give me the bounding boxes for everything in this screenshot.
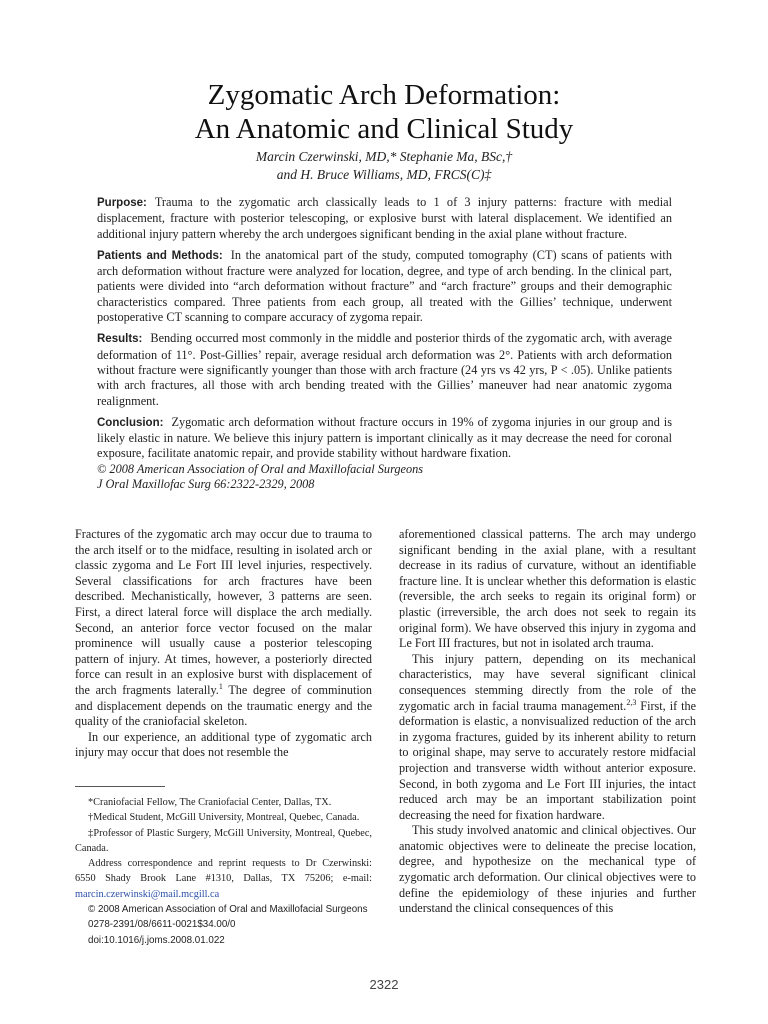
left-column [75,527,372,761]
body-paragraph: This study involved anatomic and clinical objectives. Our anatomic objectives were to delineate the precise location, degree, and hypothesize on the mechanical type of zygomatic arch deformation. Our clinical objectives were to define the epidemiology of these injuries and further understand the clinical consequences of this [399,823,696,916]
abstract [97,195,672,492]
body-paragraph [399,652,696,824]
footnote-copyright: © 2008 American Association of Oral and Maxillofacial Surgeons [88,904,368,916]
abstract-purpose [97,195,672,242]
authors-line-1: Marcin Czerwinski, MD,* Stephanie Ma, BSc,† [255,149,513,164]
footnote-affiliation-2: †Medical Student, McGill University, Montreal, Quebec, Canada. [88,812,360,824]
body-text: First, if the deformation is elastic, a nonvisualized reduction of the arch in zygoma fractures, guided by its inherent ability to return to original shape, may serve to accurately restore midfacial projection and transverse width without anterior exposure. Second, in both zygoma and Le Fort III injuries, the intact reduced arch may be an important stabilization point decreasing the need for fixation hardware. [399,698,697,822]
abstract-results [97,331,672,408]
paper-title-line-2: An Anatomic and Clinical Study [194,113,574,145]
abstract-methods [97,248,672,325]
footnote-issn: 0278-2391/08/6611-0021$34.00/0 [88,919,236,931]
purpose-text: Trauma to the zygomatic arch classically leads to 1 of 3 injury patterns: fracture with medial displacement, fracture with posterior telescoping, or explosive burst with lateral displacement. We identified an additional injury pattern whereby the arch undergoes significant bending in the axial plane without fracture. [97,195,672,241]
abstract-conclusion [97,415,672,462]
paper-title-line-1: Zygomatic Arch Deformation: [207,79,561,111]
authors-line-2: and H. Bruce Williams, MD, FRCS(C)‡ [276,167,492,182]
results-text: Bending occurred most commonly in the middle and posterior thirds of the zygomatic arch, with average deformation of 11°. Post-Gillies’ repair, average residual arch deformation was 2°. Patients with arch deformation without fracture were significantly younger than those with arch fracture (24 yrs vs 42 yrs, P < .05). Unlike patients with arch fractures, all those with arch bending treated with the Gillies’ maneuver had near anatomic zygoma realignment. [97,331,672,408]
methods-text: In the anatomical part of the study, computed tomography (CT) scans of patients with arch deformation without fracture were analyzed for location, degree, and type of arch bending. In the clinical part, patients were divided into “arch deformation without fracture” and “arch fracture” groups and their demographic characteristics compared. Three patients from each group, all treated with the Gillies’ technique, underwent postoperative CT scanning to compare accuracy of zygoma repair. [97,247,672,325]
footnote-doi: doi:10.1016/j.joms.2008.01.022 [88,934,225,946]
body-text: This injury pattern, depending on its mechanical characteristics, may have several significant clinical consequences stemming directly from the role of the zygomatic arch in facial trauma management. [399,651,696,713]
page-number: 2322 [369,977,399,992]
footnote-affiliation-1: *Craniofacial Fellow, The Craniofacial Center, Dallas, TX. [88,797,332,808]
conclusion-text: Zygomatic arch deformation without fracture occurs in 19% of zygoma injuries in our group and is likely elastic in nature. We believe this injury pattern is important clinically as it may decrease the need for coronal exposure, facilitate anatomic repair, and provide stability without hardware fixation. [97,414,672,461]
purpose-label: Purpose: [97,197,147,209]
conclusion-label: Conclusion: [97,416,164,429]
results-label: Results: [97,333,143,346]
body-text: The degree of comminution and displacement depends on the traumatic energy and the quality of the craniofacial skeleton. [75,682,372,729]
email-link[interactable]: marcin.czerwinski@mail.mcgill.ca [75,888,220,900]
body-paragraph: aforementioned classical patterns. The arch may undergo significant bending in the axial plane, with a resultant decrease in its radius of curvature, without an identifiable fracture line. It is unclear whether this deformation is elastic (reversible, the arch seeks to regain its original form) or plastic (irreversible, the arch does not seek to regain its original form). We have observed this injury in zygoma and Le Fort III fractures, but not in isolated arch trauma. [399,527,696,651]
abstract-copyright: © 2008 American Association of Oral and Maxillofacial Surgeons [97,461,424,476]
body-paragraph: In our experience, an additional type of zygomatic arch injury may occur that does not resemble the [75,729,372,760]
reference-marker[interactable]: 2,3 [626,697,637,707]
footnote-address [75,856,372,902]
footnote-affiliation-3: ‡Professor of Plastic Surgery, McGill University, Montreal, Quebec, Canada. [75,827,372,854]
reference-marker[interactable]: 1 [218,681,223,691]
journal-citation: J Oral Maxillofac Surg 66:2322-2329, 2008 [97,477,315,492]
footnote-divider [75,786,165,787]
body-text: Fractures of the zygomatic arch may occur due to trauma to the arch itself or to the midface, resulting in isolated arch or classic zygoma and Le Fort III level injuries, respectively. Several classifications for arch fractures have been described. Mechanistically, however, 3 patterns are seen. First, a direct lateral force will displace the arch medially. Second, an anterior force vector focused on the malar prominence will usually cause a posterior telescoping pattern of injury. At times, however, a posteriorly directed force can result in an explosive burst with displacement of the arch fragments laterally. [75,527,372,697]
footnotes [75,795,372,948]
methods-label: Patients and Methods: [97,249,223,262]
right-column [399,527,696,917]
address-text: Address correspondence and reprint requests to Dr Czerwinski: 6550 Shady Brook Lane #1310, Dallas, TX 75206; e-mail: [75,858,372,885]
body-paragraph [75,527,372,730]
